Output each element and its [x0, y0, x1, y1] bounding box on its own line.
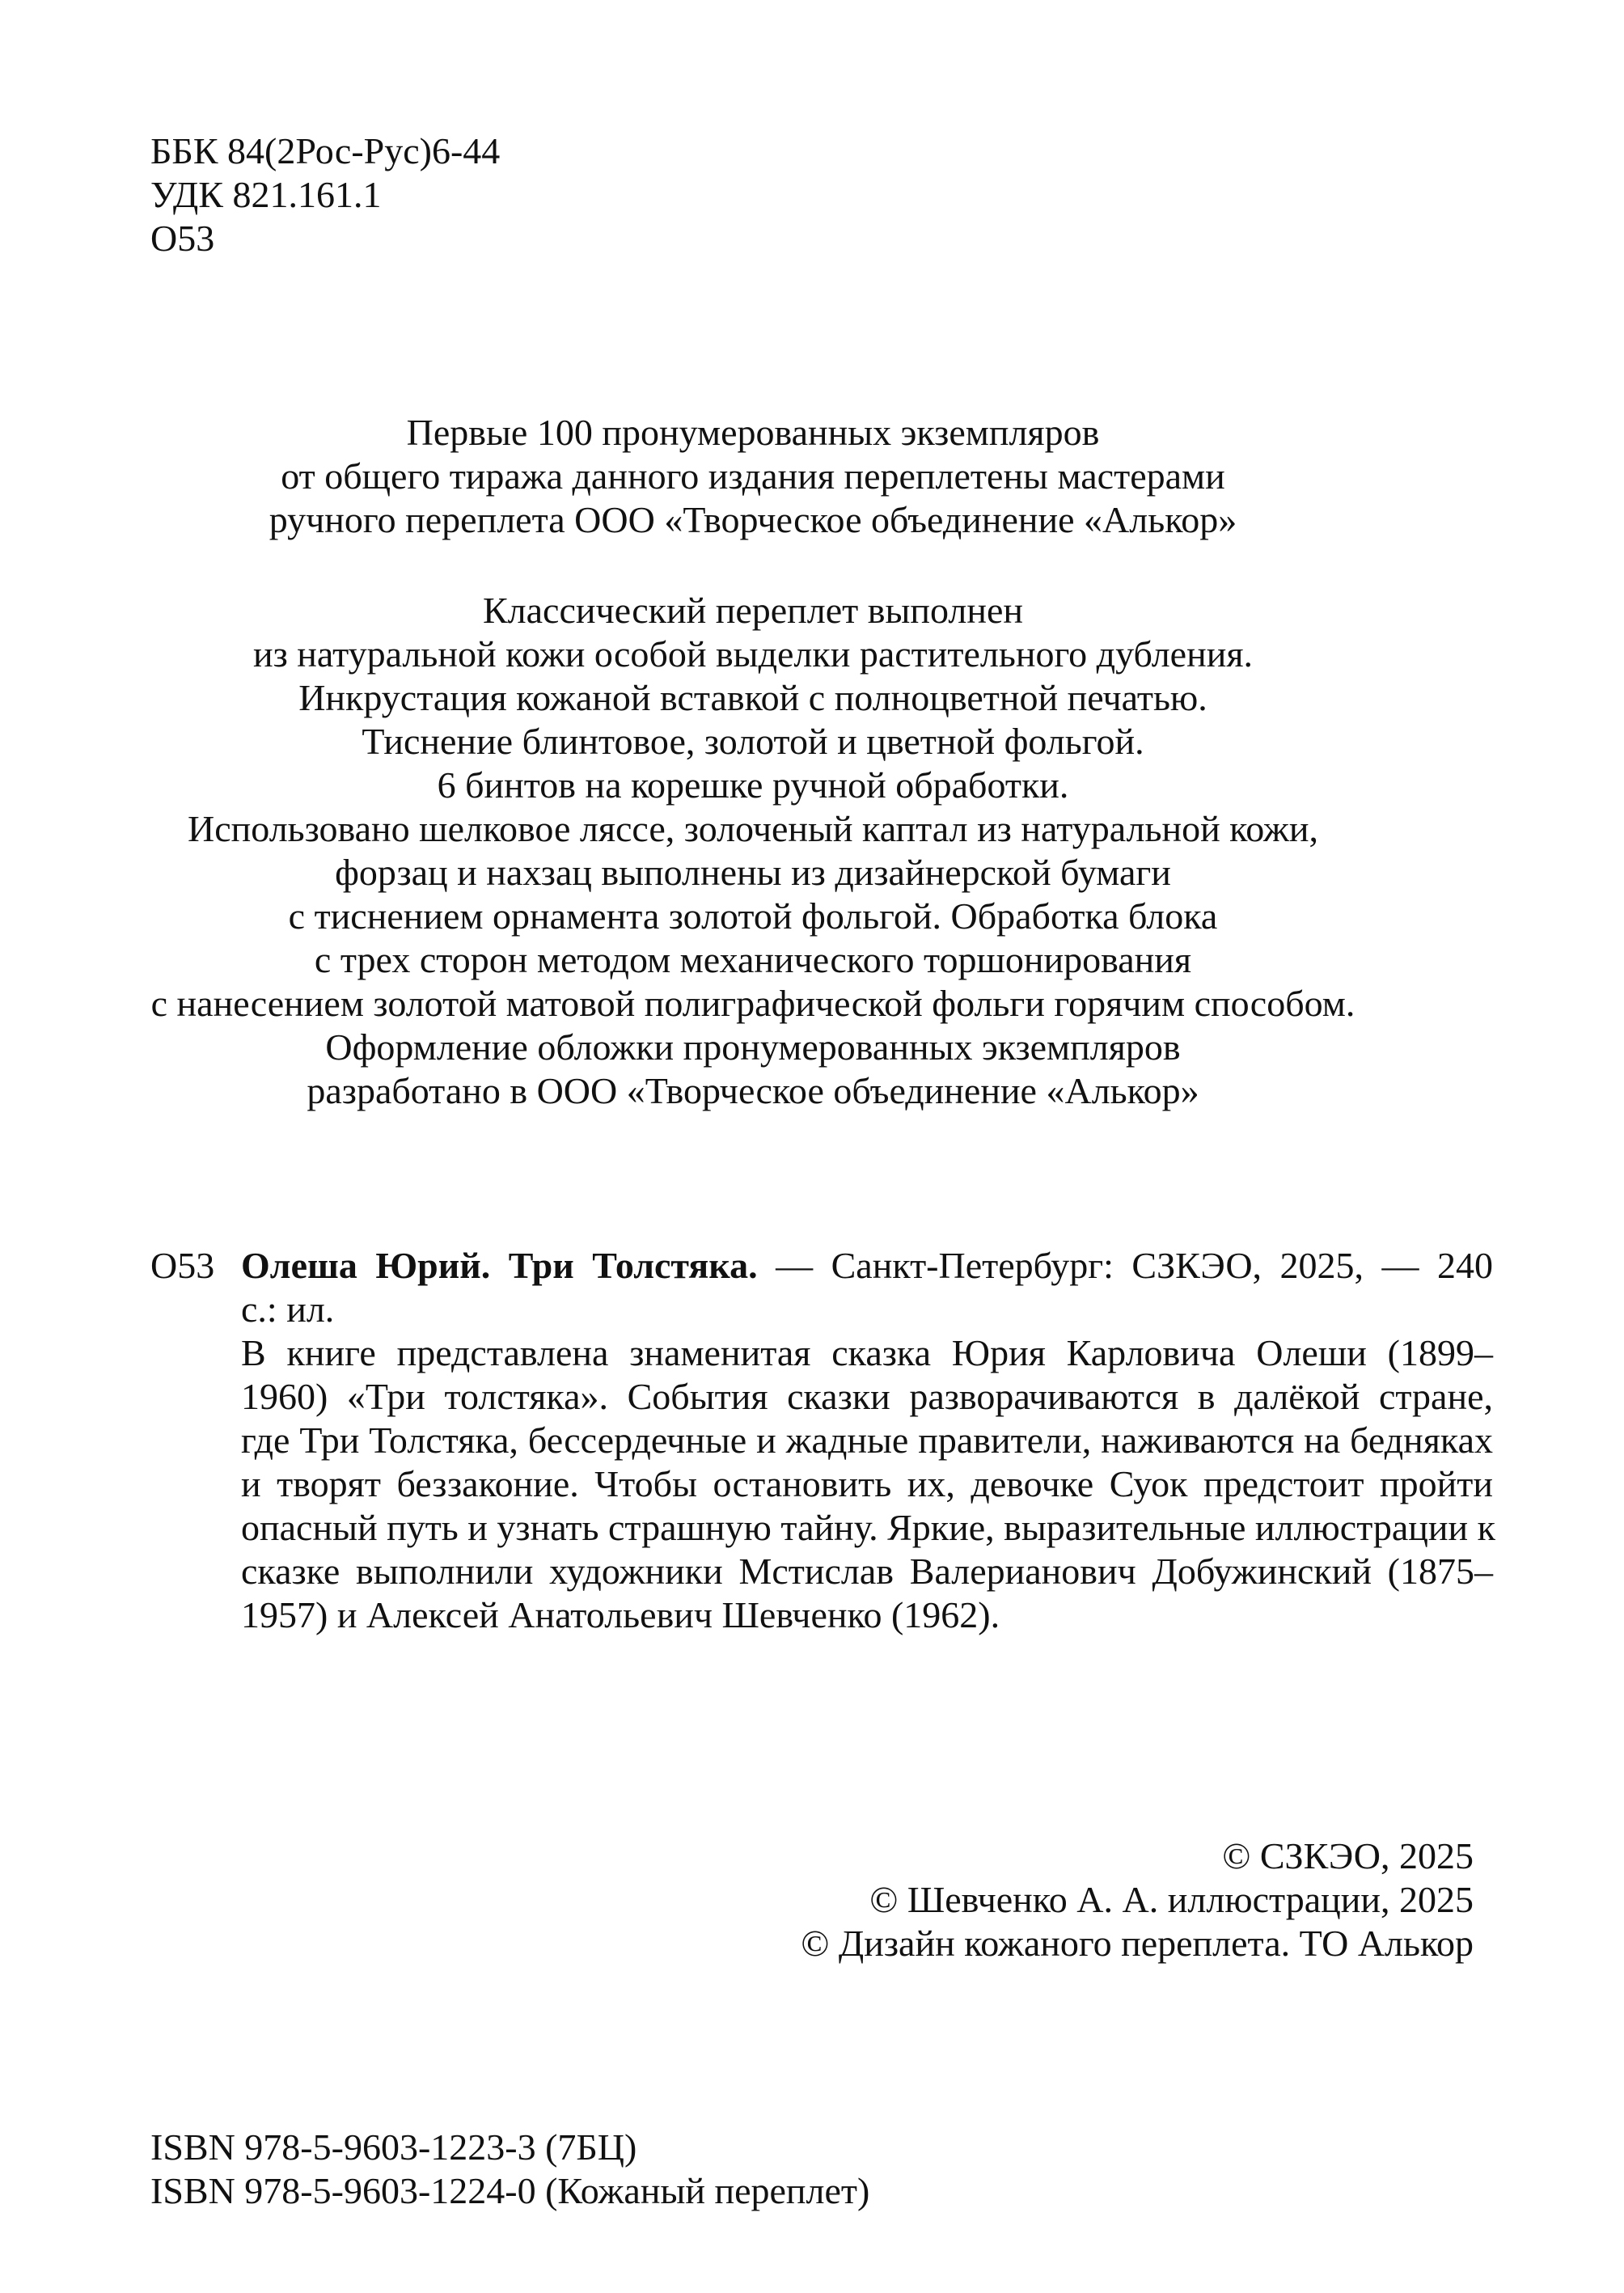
binding-line: Инкрустация кожаной вставкой с полноцветной печатью. [298, 677, 1207, 718]
isbn-block [150, 2126, 869, 2213]
note-line: от общего тиража данного издания переплетены мастерами [281, 455, 1225, 497]
binding-line: из натуральной кожи особой выделки растительного дубления. [252, 633, 1253, 675]
binding-line: с тиснением орнамента золотой фольгой. Обработка блока [288, 895, 1218, 937]
binding-line: с трех сторон методом механического торшонирования [314, 939, 1192, 980]
binding-line: 6 бинтов на корешке ручной обработки. [437, 764, 1069, 806]
note-line: Первые 100 пронумерованных экземпляров [406, 412, 1100, 453]
classification-block [150, 129, 500, 260]
binding-line: Использовано шелковое ляссе, золоченый каптал из натуральной кожи, [188, 808, 1318, 849]
annotation-line: и творят беззаконие. Чтобы остановить их, девочке Суок предстоит пройти [241, 1463, 1493, 1504]
annotation-line: 1960) «Три толстяка». События сказки разворачиваются в далёкой стране, [241, 1376, 1493, 1417]
note-line: ручного переплета ООО «Творческое объединение «Алькор» [269, 499, 1237, 540]
copyright-line: © Шевченко А. А. иллюстрации, 2025 [869, 1879, 1474, 1920]
annotation [241, 1331, 1493, 1637]
imprint: — Санкт-Петербург: СЗКЭО, 2025, — 240 [776, 1245, 1494, 1286]
binding-description [150, 589, 1355, 1113]
catalog-title-line [241, 1244, 1493, 1288]
catalog-code: О53 [150, 1245, 215, 1286]
catalog-body [241, 1244, 1493, 1637]
copyright-line: © СЗКЭО, 2025 [1222, 1835, 1474, 1876]
binding-line: форзац и нахзац выполнены из дизайнерской бумаги [335, 852, 1171, 893]
copyright-block [503, 1834, 1474, 1965]
binding-line: Тиснение блинтовое, золотой и цветной фольгой. [362, 721, 1144, 762]
pages-info: с.: ил. [241, 1288, 335, 1330]
isbn-line: ISBN 978-5-9603-1224-0 (Кожаный переплет) [150, 2170, 870, 2211]
bbk-code: ББК 84(2Рос-Рус)6-44 [150, 130, 501, 171]
annotation-line: опасный путь и узнать страшную тайну. Яркие, выразительные иллюстрации к [241, 1507, 1495, 1548]
author-code: О53 [150, 218, 215, 259]
binding-line: разработано в ООО «Творческое объединение «Алькор» [307, 1070, 1199, 1111]
annotation-line: где Три Толстяка, бессердечные и жадные правители, наживаются на бедняках [241, 1419, 1493, 1461]
annotation-line: В книге представлена знаменитая сказка Юрия Карловича Олеши (1899– [241, 1332, 1493, 1373]
isbn-line: ISBN 978-5-9603-1223-3 (7БЦ) [150, 2126, 637, 2168]
author-title: Олеша Юрий. Три Толстяка. [241, 1245, 758, 1286]
annotation-line: сказке выполнили художники Мстислав Валерианович Добужинский (1875– [241, 1551, 1493, 1592]
copyright-line: © Дизайн кожаного переплета. ТО Алькор [801, 1923, 1474, 1964]
numbered-copies-note [150, 411, 1355, 542]
binding-line: Оформление обложки пронумерованных экземпляров [325, 1026, 1181, 1068]
udk-code: УДК 821.161.1 [150, 174, 382, 215]
binding-line: Классический переплет выполнен [483, 590, 1023, 631]
binding-line: с нанесением золотой матовой полиграфической фольги горячим способом. [150, 983, 1355, 1024]
annotation-line: 1957) и Алексей Анатольевич Шевченко (1962). [241, 1594, 1000, 1635]
